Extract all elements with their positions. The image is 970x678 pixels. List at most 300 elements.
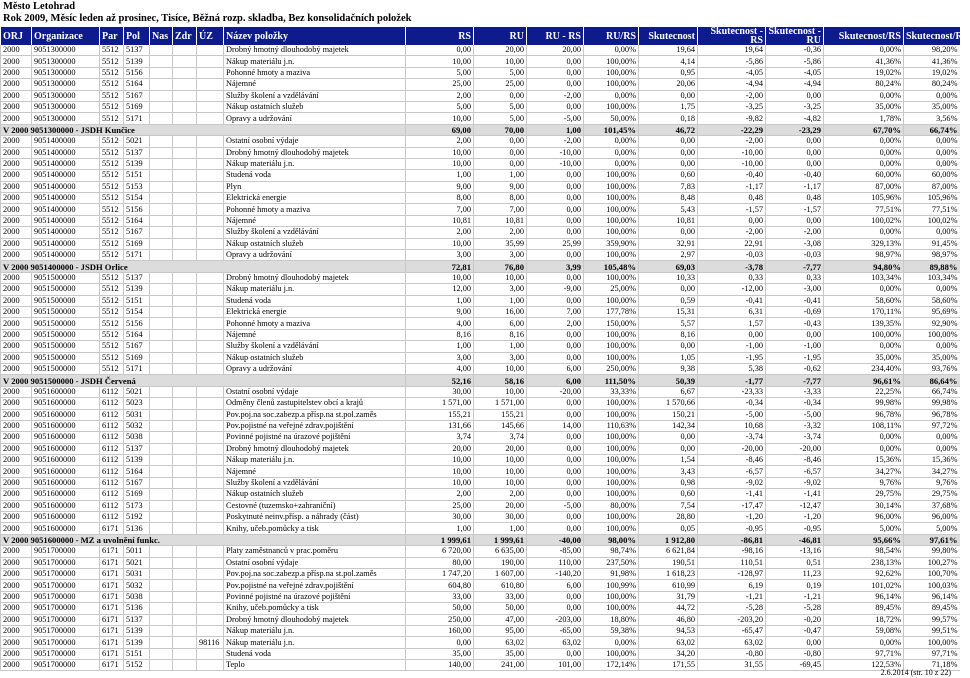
table-cell: 100,00%	[904, 329, 960, 340]
table-cell: 142,34	[639, 420, 698, 431]
table-cell: 5031	[124, 568, 150, 579]
subtotal-cell: 98,00%	[584, 534, 639, 545]
table-cell: 5,38	[698, 363, 766, 374]
table-cell: 2000	[1, 648, 32, 659]
table-cell: 35,00%	[824, 352, 904, 363]
table-cell: 100,00%	[584, 489, 639, 500]
table-cell: 10,81	[406, 215, 474, 226]
table-cell: Pohonné hmoty a maziva	[224, 67, 406, 78]
table-cell: Služby školení a vzdělávání	[224, 227, 406, 238]
table-cell: 2000	[1, 341, 32, 352]
table-cell: 100,00%	[584, 101, 639, 112]
table-cell: 2000	[1, 523, 32, 534]
table-cell: 35,00%	[904, 101, 960, 112]
table-cell: 60,00%	[904, 170, 960, 181]
table-cell: 2,00	[406, 489, 474, 500]
table-cell: 0,00	[474, 90, 527, 101]
table-cell: 6171	[100, 603, 124, 614]
table-cell: 0,19	[766, 580, 824, 591]
table-cell: 5171	[124, 113, 150, 124]
table-cell: 2000	[1, 398, 32, 409]
table-cell: 100,00%	[584, 170, 639, 181]
table-cell: 9051600000	[32, 386, 100, 397]
table-cell: Odměny členů zastupitelstev obcí a krajů	[224, 398, 406, 409]
table-cell: Drobný hmotný dlouhodobý majetek	[224, 443, 406, 454]
table-cell: 19,02%	[904, 67, 960, 78]
table-cell: 9051400000	[32, 238, 100, 249]
table-cell: 100,00%	[584, 329, 639, 340]
table-cell: 63,02	[698, 637, 766, 648]
table-cell: -5,00	[698, 409, 766, 420]
table-cell: 5139	[124, 637, 150, 648]
table-cell: 1 618,23	[639, 568, 698, 579]
table-cell: 131,66	[406, 420, 474, 431]
table-cell: 9051700000	[32, 557, 100, 568]
subtotal-cell: -7,77	[766, 375, 824, 386]
table-cell	[150, 614, 173, 625]
table-cell: 5,00	[474, 113, 527, 124]
table-cell: 329,13%	[824, 238, 904, 249]
table-cell: 155,21	[406, 409, 474, 420]
table-cell: 6112	[100, 477, 124, 488]
table-cell	[150, 158, 173, 169]
table-cell: 5173	[124, 500, 150, 511]
budget-table	[0, 26, 970, 671]
table-cell: 0,00	[766, 215, 824, 226]
table-cell: 7,00	[406, 204, 474, 215]
table-cell	[173, 557, 197, 568]
table-cell: 95,69%	[904, 306, 960, 317]
table-body	[1, 45, 960, 671]
table-cell: 2,00	[474, 227, 527, 238]
table-cell: 5032	[124, 420, 150, 431]
table-cell	[197, 215, 224, 226]
subtotal-cell: 50,39	[639, 375, 698, 386]
table-cell: 0,00%	[584, 147, 639, 158]
table-cell: 6171	[100, 591, 124, 602]
table-cell: Opravy a udržování	[224, 363, 406, 374]
table-cell: -0,95	[766, 523, 824, 534]
table-cell: 100,00%	[584, 56, 639, 67]
table-cell: 100,03%	[904, 580, 960, 591]
table-cell: 0,00	[406, 637, 474, 648]
table-cell	[197, 284, 224, 295]
table-cell: 110,51	[698, 557, 766, 568]
table-cell: 80,24%	[904, 79, 960, 90]
table-cell	[197, 204, 224, 215]
table-cell: 0,00%	[904, 284, 960, 295]
table-cell: 5512	[100, 158, 124, 169]
table-cell: 9051600000	[32, 489, 100, 500]
subtotal-cell: -86,81	[698, 534, 766, 545]
table-cell: 5169	[124, 238, 150, 249]
table-cell: 5,00%	[904, 523, 960, 534]
table-cell: 22,25%	[824, 386, 904, 397]
table-cell: Pohonné hmoty a maziva	[224, 204, 406, 215]
table-cell: 0,00%	[824, 90, 904, 101]
subtotal-label: V 2000 9051600000 - MZ a uvolnění funkc.	[1, 534, 406, 545]
table-cell	[173, 329, 197, 340]
table-cell: 108,11%	[824, 420, 904, 431]
table-cell	[197, 329, 224, 340]
table-cell: 2000	[1, 557, 32, 568]
table-cell: 2000	[1, 603, 32, 614]
table-row	[1, 568, 960, 579]
subtotal-cell: 6,00	[527, 375, 584, 386]
table-cell: 5512	[100, 352, 124, 363]
table-cell: Drobný hmotný dlouhodobý majetek	[224, 45, 406, 56]
table-cell: 30,00	[474, 512, 527, 523]
table-cell: -3,32	[766, 420, 824, 431]
table-cell: 5038	[124, 591, 150, 602]
table-cell: 19,64	[639, 45, 698, 56]
table-row	[1, 79, 960, 90]
table-cell: 8,16	[406, 329, 474, 340]
table-row	[1, 432, 960, 443]
report-subtitle: Rok 2009, Měsíc leden až prosinec, Tisíce, Běžná rozp. skladba, Bez konsolidačních položek	[3, 13, 412, 24]
table-row	[1, 147, 960, 158]
table-row	[1, 455, 960, 466]
table-cell: 5164	[124, 215, 150, 226]
table-cell: 2,00	[406, 227, 474, 238]
table-cell: -4,05	[766, 67, 824, 78]
table-cell	[197, 363, 224, 374]
table-cell: 1,00	[406, 523, 474, 534]
table-cell: 5512	[100, 272, 124, 283]
table-cell: 6112	[100, 500, 124, 511]
subtotal-cell: -3,78	[698, 261, 766, 272]
table-cell: -0,95	[698, 523, 766, 534]
table-cell: -4,82	[766, 113, 824, 124]
table-cell: 6171	[100, 648, 124, 659]
table-cell: 5512	[100, 67, 124, 78]
table-cell: Opravy a udržování	[224, 113, 406, 124]
table-cell: 2000	[1, 158, 32, 169]
table-cell: 33,00	[474, 591, 527, 602]
table-cell: 9051600000	[32, 398, 100, 409]
table-cell: 5512	[100, 341, 124, 352]
table-cell	[150, 329, 173, 340]
table-cell: 0,00	[527, 512, 584, 523]
table-cell: 4,00	[406, 363, 474, 374]
table-cell: 5136	[124, 603, 150, 614]
table-cell	[150, 546, 173, 557]
subtotal-cell: 69,03	[639, 261, 698, 272]
table-cell: 6112	[100, 512, 124, 523]
table-cell: Platy zaměstnanců v prac.poměru	[224, 546, 406, 557]
table-cell: 3,74	[406, 432, 474, 443]
table-cell	[150, 455, 173, 466]
table-cell: 25,00	[474, 79, 527, 90]
table-cell: 160,00	[406, 625, 474, 636]
table-cell: 0,00	[527, 432, 584, 443]
table-cell: 14,00	[527, 420, 584, 431]
table-cell: 10,81	[474, 215, 527, 226]
table-cell	[150, 625, 173, 636]
table-cell	[150, 79, 173, 90]
table-cell: 96,78%	[904, 409, 960, 420]
table-cell: 0,00	[766, 329, 824, 340]
table-cell: -12,47	[766, 500, 824, 511]
table-cell: 34,27%	[824, 466, 904, 477]
table-row	[1, 386, 960, 397]
table-cell: 8,00	[406, 193, 474, 204]
table-cell: -5,28	[766, 603, 824, 614]
subtotal-cell: 52,16	[406, 375, 474, 386]
table-cell: -9,82	[698, 113, 766, 124]
table-cell: 170,11%	[824, 306, 904, 317]
table-cell	[173, 614, 197, 625]
table-cell: 0,00%	[904, 147, 960, 158]
table-cell: 2000	[1, 306, 32, 317]
table-header-row	[1, 27, 960, 45]
table-cell: 0,00	[766, 136, 824, 147]
table-cell: 0,00%	[584, 637, 639, 648]
table-cell	[197, 398, 224, 409]
table-cell: -5,86	[698, 56, 766, 67]
table-cell: -128,97	[698, 568, 766, 579]
table-row	[1, 136, 960, 147]
table-cell: 87,00%	[904, 181, 960, 192]
table-cell: 0,00%	[584, 45, 639, 56]
table-cell: 3,00	[406, 250, 474, 261]
table-cell: 25,00%	[584, 284, 639, 295]
table-cell: 9051700000	[32, 625, 100, 636]
table-cell: -140,20	[527, 568, 584, 579]
subtotal-cell: -7,77	[766, 261, 824, 272]
table-cell: 30,00	[406, 512, 474, 523]
table-cell: 5,00	[474, 67, 527, 78]
table-cell: 9051700000	[32, 603, 100, 614]
table-cell: 98,97%	[824, 250, 904, 261]
table-cell: 9051400000	[32, 147, 100, 158]
col-ru-minus-rs: RU - RS	[527, 27, 584, 45]
table-cell: -0,62	[766, 363, 824, 374]
table-cell: 0,00	[527, 603, 584, 614]
table-cell: 9051400000	[32, 158, 100, 169]
table-cell: 59,38%	[584, 625, 639, 636]
table-row	[1, 500, 960, 511]
table-cell	[173, 238, 197, 249]
table-cell: 145,66	[474, 420, 527, 431]
table-cell	[197, 79, 224, 90]
table-cell: 18,80%	[584, 614, 639, 625]
table-row	[1, 648, 960, 659]
table-cell	[173, 512, 197, 523]
table-cell: 10,00	[406, 466, 474, 477]
col-zdr: Zdr	[173, 27, 197, 45]
table-row	[1, 284, 960, 295]
table-row	[1, 67, 960, 78]
table-cell: 1,00	[474, 170, 527, 181]
table-cell: 9051700000	[32, 614, 100, 625]
table-cell	[173, 648, 197, 659]
table-row	[1, 523, 960, 534]
table-cell	[197, 45, 224, 56]
table-row	[1, 489, 960, 500]
table-cell: 100,00%	[584, 603, 639, 614]
table-cell	[173, 56, 197, 67]
table-cell: 2000	[1, 512, 32, 523]
table-cell: 100,00%	[584, 455, 639, 466]
table-cell: 0,98	[639, 477, 698, 488]
table-cell: Teplo	[224, 660, 406, 671]
table-cell: 60,00%	[824, 170, 904, 181]
table-cell: -1,41	[698, 489, 766, 500]
table-cell: 0,00%	[824, 45, 904, 56]
table-cell: 15,36%	[904, 455, 960, 466]
table-cell: 100,00%	[584, 79, 639, 90]
table-cell: 3,00	[474, 352, 527, 363]
table-cell: -85,00	[527, 546, 584, 557]
table-cell: 6112	[100, 409, 124, 420]
table-cell: 100,00%	[584, 477, 639, 488]
table-cell	[150, 147, 173, 158]
table-cell: 150,21	[639, 409, 698, 420]
table-cell: 0,00	[639, 284, 698, 295]
table-cell	[197, 227, 224, 238]
table-cell: -0,03	[766, 250, 824, 261]
table-cell: 10,00	[474, 455, 527, 466]
table-cell	[197, 591, 224, 602]
table-cell	[150, 603, 173, 614]
table-cell: 5,43	[639, 204, 698, 215]
table-cell: 2000	[1, 204, 32, 215]
table-cell: 0,00%	[824, 227, 904, 238]
subtotal-cell: 58,16	[474, 375, 527, 386]
table-cell: 9,76%	[904, 477, 960, 488]
table-cell: 8,00	[474, 193, 527, 204]
table-cell: -1,00	[766, 341, 824, 352]
table-cell: 250,00	[406, 614, 474, 625]
table-cell: 103,34%	[904, 272, 960, 283]
table-row	[1, 181, 960, 192]
table-cell: 6112	[100, 432, 124, 443]
table-cell: 9,76%	[824, 477, 904, 488]
table-cell: 35,00	[474, 648, 527, 659]
table-cell: 100,70%	[904, 568, 960, 579]
table-cell	[173, 637, 197, 648]
table-cell: 5137	[124, 614, 150, 625]
table-cell: 2000	[1, 284, 32, 295]
table-cell: 0,00	[527, 523, 584, 534]
table-cell	[197, 386, 224, 397]
table-cell	[150, 500, 173, 511]
table-cell	[150, 136, 173, 147]
table-cell: 9051600000	[32, 432, 100, 443]
table-cell: 5512	[100, 193, 124, 204]
table-cell: -65,00	[527, 625, 584, 636]
table-cell	[173, 660, 197, 671]
table-cell: 100,00%	[584, 432, 639, 443]
table-cell: 100,00%	[584, 466, 639, 477]
table-cell: Nákup materiálu j.n.	[224, 56, 406, 67]
table-cell: 0,00	[527, 181, 584, 192]
table-cell: 5512	[100, 204, 124, 215]
table-cell	[150, 272, 173, 283]
table-cell: 9051400000	[32, 250, 100, 261]
table-cell: 0,00	[527, 489, 584, 500]
table-cell: 20,06	[639, 79, 698, 90]
table-cell: 103,34%	[824, 272, 904, 283]
table-cell: 190,00	[474, 557, 527, 568]
table-cell: 9051500000	[32, 363, 100, 374]
table-cell: 6171	[100, 614, 124, 625]
table-cell	[173, 147, 197, 158]
table-cell: 2000	[1, 67, 32, 78]
table-cell: -9,02	[766, 477, 824, 488]
table-cell: Pov.poj.na soc.zabezp.a přísp.na st.pol.zaměs	[224, 568, 406, 579]
table-cell: 46,80	[639, 614, 698, 625]
table-cell: 0,00	[527, 170, 584, 181]
table-row	[1, 215, 960, 226]
table-cell: Nákup ostatních služeb	[224, 489, 406, 500]
table-cell: 2000	[1, 500, 32, 511]
subtotal-cell: -23,29	[766, 124, 824, 135]
table-cell: 10,00	[474, 56, 527, 67]
table-cell: 6171	[100, 637, 124, 648]
table-cell: -20,00	[527, 386, 584, 397]
subtotal-row	[1, 124, 960, 135]
table-cell	[173, 215, 197, 226]
table-cell	[173, 318, 197, 329]
subtotal-label: V 2000 9051300000 - JSDH Kunčice	[1, 124, 406, 135]
table-cell: 0,00	[527, 272, 584, 283]
table-cell: 9051600000	[32, 523, 100, 534]
table-cell: 0,00	[527, 250, 584, 261]
table-cell: 6,00	[527, 363, 584, 374]
table-row	[1, 420, 960, 431]
table-cell	[197, 90, 224, 101]
table-cell: 2000	[1, 489, 32, 500]
table-cell	[197, 158, 224, 169]
table-cell	[150, 193, 173, 204]
table-cell: 94,53	[639, 625, 698, 636]
table-cell	[173, 523, 197, 534]
table-row	[1, 477, 960, 488]
table-row	[1, 170, 960, 181]
table-cell: 5021	[124, 557, 150, 568]
table-cell: 2000	[1, 113, 32, 124]
table-cell: 97,71%	[904, 648, 960, 659]
table-cell: -98,16	[698, 546, 766, 557]
table-cell: -20,00	[766, 443, 824, 454]
table-row	[1, 341, 960, 352]
table-cell: 5139	[124, 625, 150, 636]
table-cell	[197, 603, 224, 614]
table-cell: Služby školení a vzdělávání	[224, 477, 406, 488]
table-cell	[150, 523, 173, 534]
table-cell	[197, 580, 224, 591]
table-cell: 0,00	[766, 90, 824, 101]
table-cell: 80,24%	[824, 79, 904, 90]
table-cell	[173, 546, 197, 557]
table-cell	[197, 523, 224, 534]
table-cell: -23,33	[698, 386, 766, 397]
table-cell: 6,67	[639, 386, 698, 397]
table-cell: Nájemné	[224, 329, 406, 340]
table-cell: 2000	[1, 136, 32, 147]
table-cell: 2000	[1, 250, 32, 261]
table-cell	[150, 67, 173, 78]
table-cell: Ostatní osobní výdaje	[224, 136, 406, 147]
subtotal-cell: 67,70%	[824, 124, 904, 135]
table-cell: -5,86	[766, 56, 824, 67]
table-cell: 99,80%	[904, 546, 960, 557]
table-cell	[173, 352, 197, 363]
table-cell: 5021	[124, 386, 150, 397]
table-cell: 9051500000	[32, 306, 100, 317]
